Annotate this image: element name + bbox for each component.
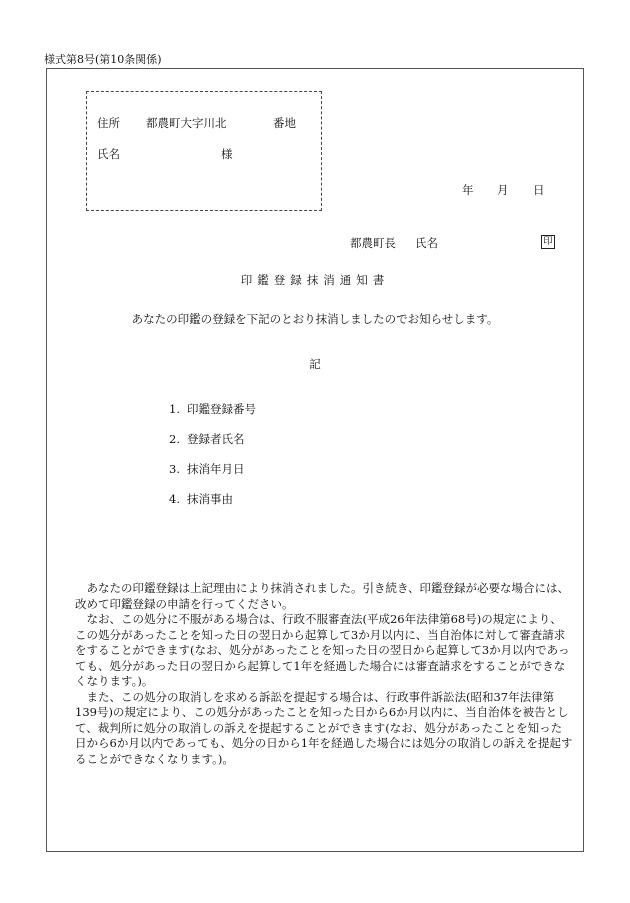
address-label: 住所 <box>97 116 120 130</box>
honorific: 様 <box>221 147 233 161</box>
seal-mark: 印 <box>541 235 555 249</box>
list-item <box>169 491 256 521</box>
list-item <box>169 401 256 431</box>
year-label: 年 <box>462 183 474 197</box>
address-value: 都農町大字川北 <box>146 116 227 130</box>
ki-heading: 記 <box>309 357 321 371</box>
item-list <box>169 401 256 521</box>
issuer-name-label: 氏名 <box>415 236 438 250</box>
address-window-box <box>86 91 322 211</box>
intro-text: あなたの印鑑の登録を下記のとおり抹消しましたのでお知らせします。 <box>131 312 499 326</box>
item-label: 登録者氏名 <box>187 432 245 446</box>
item-label: 抹消年月日 <box>187 462 245 476</box>
item-label: 印鑑登録番号 <box>187 402 256 416</box>
list-item <box>169 461 256 491</box>
paragraph-lawsuit: また、この処分の取消しを求める訴訟を提起する場合は、行政事件訴訟法(昭和37年法律第139号)の規定により、この処分があったことを知った日から6か月以内に、当自治体を被告として、裁判所に処分の取消しの訴えを提起することができます(なお、処分があったことを知った日から6か月以内であっても、処分の日から1年を経過した場合には処分の取消しの訴えを提起することができなくなります。)。 <box>75 689 573 766</box>
list-item <box>169 431 256 461</box>
address-suffix: 番地 <box>273 116 296 130</box>
item-number: 2. <box>169 432 180 446</box>
form-number-label: 様式第8号(第10条関係) <box>44 53 162 66</box>
item-number: 4. <box>169 492 180 506</box>
item-number: 3. <box>169 462 180 476</box>
item-number: 1. <box>169 402 180 416</box>
month-label: 月 <box>497 183 509 197</box>
notice-body <box>75 581 573 767</box>
paragraph-reregistration: あなたの印鑑登録は上記理由により抹消されました。引き続き、印鑑登録が必要な場合には、改めて印鑑登録の申請を行ってください。 <box>75 581 570 611</box>
name-label: 氏名 <box>97 147 120 161</box>
document-title: 印鑑登録抹消通知書 <box>240 273 390 287</box>
issuer-office: 都農町長 <box>350 236 396 250</box>
day-label: 日 <box>533 183 545 197</box>
paragraph-appeal: なお、この処分に不服がある場合は、行政不服審査法(平成26年法律第68号)の規定により、この処分があったことを知った日の翌日から起算して3か月以内に、当自治体に対して審査請求をすることができます(なお、処分があったことを知った日の翌日から起算して3か月以内であっても、処分があった日の翌日から起算して1年を経過した場合には審査請求をすることができなくなります。)。 <box>75 612 570 688</box>
item-label: 抹消事由 <box>187 492 233 506</box>
